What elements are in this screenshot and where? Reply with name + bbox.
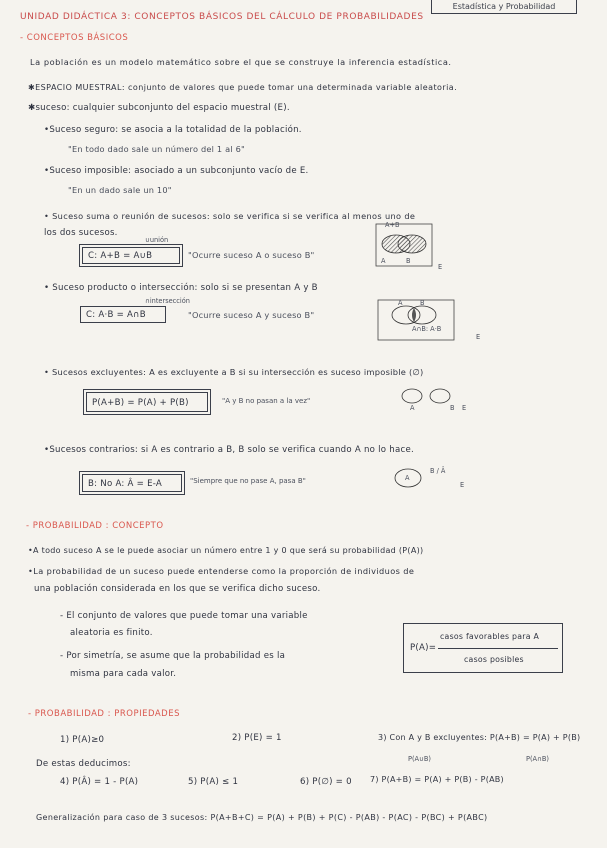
text-poblacion: La población es un modelo matemático sobre el que se construye la inferencia estadística. xyxy=(30,57,452,67)
text-sucesos-contrarios: •Sucesos contrarios: si A es contrario a B, B solo se verifica cuando A no lo hace. xyxy=(44,445,415,455)
text-suceso-seguro: •Suceso seguro: se asocia a la totalidad de la población. xyxy=(44,125,302,135)
prop-5: 5) P(A) ≤ 1 xyxy=(188,777,239,787)
venn-union-set-b xyxy=(398,235,426,253)
text-deducimos: De estas deducimos: xyxy=(36,759,131,769)
example-excluyentes: "A y B no pasan a la vez" xyxy=(222,397,311,405)
venn-inter-overlap xyxy=(412,308,416,322)
laplace-lhs: P(A)= xyxy=(410,643,437,653)
text-suceso-suma-1: • Suceso suma o reunión de sucesos: solo se verifica si se verifica al menos uno de xyxy=(44,211,416,221)
text-bullet-finito-a: - El conjunto de valores que puede tomar una variable xyxy=(60,611,308,621)
venn-inter-label: A∩B: A·B xyxy=(412,325,442,333)
formula-suma: C: A+B = A∪B xyxy=(88,251,153,261)
prop-6: 6) P(∅) = 0 xyxy=(300,777,352,787)
venn-contr-label: B / Â xyxy=(430,467,446,475)
text-bullet-simetria-b: misma para cada valor. xyxy=(70,669,177,679)
prop-7-over-union: P(A∪B) xyxy=(408,755,431,763)
text-bullet-finito-b: aleatoria es finito. xyxy=(70,628,153,638)
formula-box-excluyentes xyxy=(86,392,208,412)
example-suceso-imposible: "En un dado sale un 10" xyxy=(68,185,172,195)
formula-box-contrarios xyxy=(82,474,182,492)
laplace-denominator: casos posibles xyxy=(464,655,524,664)
text-generalizacion: Generalización para caso de 3 sucesos: P(A+B+C) = P(A) + P(B) + P(C) - P(AB) - P(AC) - P(BC) + P(ABC) xyxy=(36,813,488,822)
formula-excluyentes: P(A+B) = P(A) + P(B) xyxy=(92,398,189,408)
text-suceso-imposible: •Suceso imposible: asociado a un subconjunto vacío de E. xyxy=(44,166,309,176)
example-contrarios: "Siempre que no pase A, pasa B" xyxy=(190,477,306,485)
prop-4: 4) P(Â) = 1 - P(A) xyxy=(60,777,139,787)
formula-contrarios: B: No A: Â = E-A xyxy=(88,479,163,489)
text-sucesos-excluyentes: • Sucesos excluyentes: A es excluyente a B si su intersección es suceso imposible (∅) xyxy=(44,367,424,377)
venn-contr-label-e: E xyxy=(460,481,465,489)
section-heading-conceptos: - CONCEPTOS BÁSICOS xyxy=(20,33,129,43)
text-prob-2b: una población considerada en los que se verifica dicho suceso. xyxy=(34,584,321,594)
section-heading-propiedades: - PROBABILIDAD : PROPIEDADES xyxy=(28,709,180,719)
venn-excl-label-a: A xyxy=(410,404,415,412)
example-suma: "Ocurre suceso A o suceso B" xyxy=(188,250,315,260)
venn-union-label-a: A xyxy=(381,257,386,265)
venn-diagram-interseccion xyxy=(372,290,482,344)
venn-excl-label-b: B xyxy=(450,404,455,412)
venn-excl-label-e: E xyxy=(462,404,467,412)
venn-contr-label-a: A xyxy=(405,474,410,482)
venn-inter-universe xyxy=(378,300,454,340)
subject-tag: Estadística y Probabilidad xyxy=(431,0,577,14)
formula-producto: C: A·B = A∩B xyxy=(86,310,146,320)
unit-title: UNIDAD DIDÁCTICA 3: CONCEPTOS BÁSICOS DEL CÁLCULO DE PROBABILIDADES xyxy=(20,12,424,22)
prop-1: 1) P(A)≥0 xyxy=(60,735,105,745)
venn-inter-label-a: A xyxy=(398,299,403,307)
venn-excl-set-a xyxy=(402,389,422,403)
venn-union-label-b: B xyxy=(406,257,411,265)
text-espacio-muestral: ✱ESPACIO MUESTRAL: conjunto de valores que puede tomar una determinada variable aleatoria. xyxy=(28,83,458,92)
note-interseccion: ∩intersección xyxy=(145,297,190,305)
venn-excl-set-b xyxy=(430,389,450,403)
formula-box-laplace xyxy=(403,623,563,673)
prop-2: 2) P(E) = 1 xyxy=(232,733,282,743)
prop-3: 3) Con A y B excluyentes: P(A+B) = P(A) + P(B) xyxy=(378,733,581,742)
venn-inter-label-e: E xyxy=(476,333,481,341)
prop-7-over-inter: P(A∩B) xyxy=(526,755,549,763)
example-suceso-seguro: "En todo dado sale un número del 1 al 6" xyxy=(68,144,245,154)
formula-box-suma xyxy=(82,247,180,264)
text-suceso: ✱suceso: cualquier subconjunto del espacio muestral (E). xyxy=(28,103,290,113)
text-suceso-suma-2: los dos sucesos. xyxy=(44,228,118,238)
text-suceso-producto: • Suceso producto o intersección: solo si se presentan A y B xyxy=(44,283,318,293)
venn-inter-label-b: B xyxy=(420,299,425,307)
laplace-numerator: casos favorables para A xyxy=(440,632,540,641)
prop-7: 7) P(A+B) = P(A) + P(B) - P(AB) xyxy=(370,775,504,784)
venn-union-label-e: E xyxy=(438,263,443,271)
text-prob-2a: •La probabilidad de un suceso puede entenderse como la proporción de individuos de xyxy=(28,566,415,576)
laplace-fraction-bar xyxy=(438,648,558,649)
section-heading-probabilidad: - PROBABILIDAD : CONCEPTO xyxy=(26,521,164,531)
example-producto: "Ocurre suceso A y suceso B" xyxy=(188,310,315,320)
note-union: ∪unión xyxy=(145,236,169,244)
formula-box-producto xyxy=(80,306,166,323)
venn-diagram-excluyentes xyxy=(398,384,478,418)
venn-union-top-label: A+B xyxy=(385,221,400,229)
text-prob-1: •A todo suceso A se le puede asociar un número entre 1 y 0 que será su probabilidad (P(A)) xyxy=(28,546,424,555)
text-bullet-simetria-a: - Por simetría, se asume que la probabilidad es la xyxy=(60,651,286,661)
